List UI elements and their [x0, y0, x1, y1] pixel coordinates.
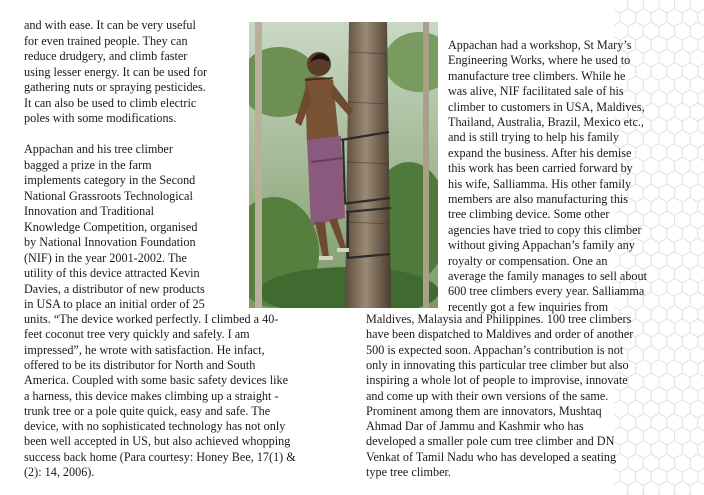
text-line: only in innovating this particular tree climber but also [366, 357, 629, 372]
text-line: and with ease. It can be very useful [24, 18, 196, 32]
text-line: tree climbing device. Some other [448, 207, 610, 222]
text-line: America. Coupled with some basic safety devices like [24, 373, 288, 388]
text-line: his wife, Salliamma. His other family [448, 176, 632, 191]
text-line: have been dispatched to Maldives and order of another [366, 327, 634, 342]
text-line: bagged a prize in the farm [24, 157, 152, 172]
text-line: and is still trying to help his family [448, 130, 619, 145]
hexagon-shape [690, 481, 704, 495]
text-line: poles with some modifications. [24, 111, 177, 125]
hexagon-shape [614, 481, 628, 495]
hexagon-shape [659, 481, 675, 495]
hexagon-shape [643, 481, 659, 495]
text-line: Engineering Works, where he used to [448, 53, 631, 68]
hexagon-shape [614, 454, 628, 472]
text-line: without giving Appachan’s family any [448, 238, 635, 253]
text-line: a harness, this device makes climbing up a straight - [24, 388, 279, 403]
text-line: and come up with their own versions of the same. [366, 388, 609, 403]
text-line: trunk tree or a pole quite quick, easy and safe. The [24, 403, 271, 418]
text-line: Innovation and Traditional [24, 204, 154, 218]
hexagon-shape [643, 0, 659, 13]
text-line: recently got a few inquiries from [448, 299, 609, 314]
text-line: 600 tree climbers every year. Salliamma [448, 284, 645, 299]
hexagon-shape [614, 400, 628, 418]
text-line: It can also be used to climb electric [24, 95, 197, 110]
text-line: for even trained people. They can [24, 33, 188, 48]
text-line: royalty or compensation. One an [448, 253, 608, 268]
text-line: Venkat of Tamil Nadu who has developed a seating [366, 449, 617, 464]
text-line: by National Innovation Foundation [24, 235, 196, 249]
text-line: in USA to place an initial order of 25 [24, 297, 205, 311]
text-line: using lesser energy. It can be used for [24, 64, 208, 79]
text-line: inspiring a whole lot of people to improvise, innovate [366, 373, 628, 388]
text-line: Davies, a distributor of new products [24, 281, 205, 296]
text-line: Appachan and his tree climber [24, 142, 173, 156]
hexagon-shape [659, 0, 675, 13]
text-line: type tree climber. [366, 465, 451, 479]
text-line: impressed”, he wrote with satisfaction. He infact, [24, 342, 265, 357]
text-line: device, with no sophisticated technology has not only [24, 419, 286, 434]
text-line: developed a smaller pole cum tree climber and DN [366, 434, 615, 449]
text-line: expand the business. After his demise [448, 145, 632, 160]
text-line: Thailand, Australia, Brazil, Mexico etc., [448, 115, 644, 129]
text-line: Knowledge Competition, organised [24, 219, 198, 234]
text-line: was alive, NIF facilitated sale of his [448, 84, 624, 99]
text-line: climber to customers in USA, Maldives, [448, 99, 645, 114]
text-line: Appachan had a workshop, St Mary’s [448, 38, 632, 52]
text-line: Ahmad Dar of Jammu and Kashmir who has [366, 419, 584, 434]
text-line: Maldives, Malaysia and Philippines. 100 tree climbers [366, 312, 632, 326]
text-line: utility of this device attracted Kevin [24, 266, 200, 280]
hexagon-shape [628, 481, 644, 495]
text-line: reduce drudgery, and climb faster [24, 49, 188, 63]
hexagon-shape [614, 427, 628, 445]
text-line: gathering nuts or spraying pesticides. [24, 80, 206, 94]
text-line: feet coconut tree very quickly and safely. I am [24, 327, 250, 342]
hexagon-shape [614, 0, 628, 13]
hexagon-shape [675, 0, 691, 13]
text-line: this work has been carried forward by [448, 161, 633, 176]
text-line: manufacture tree climbers. While he [448, 68, 626, 83]
text-line: 500 is expected soon. Appachan’s contribution is not [366, 342, 624, 357]
text-line: (NIF) in the year 2001-2002. The [24, 250, 187, 265]
text-line: success back home (Para courtesy: Honey Bee, 17(1) & [24, 449, 296, 464]
text-line: units. “The device worked perfectly. I climbed a 40- [24, 312, 279, 326]
text-line: implements category in the Second [24, 173, 196, 187]
text-line: average the family manages to sell about [448, 269, 647, 283]
text-line: agencies have tried to copy this climber [448, 222, 642, 237]
text-line: National Grassroots Technological [24, 188, 193, 203]
text-line: been well accepted in US, but also achieved whopping [24, 434, 291, 449]
text-line: Prominent among them are innovators, Mushtaq [366, 403, 602, 418]
text-line: members are also manufacturing this [448, 192, 629, 206]
text-line: offered to be its distributor for North and South [24, 357, 256, 372]
text-line: (2): 14, 2006). [24, 465, 95, 479]
tree-climber-photo [249, 22, 438, 308]
hexagon-shape [675, 481, 691, 495]
hexagon-shape [628, 0, 644, 13]
